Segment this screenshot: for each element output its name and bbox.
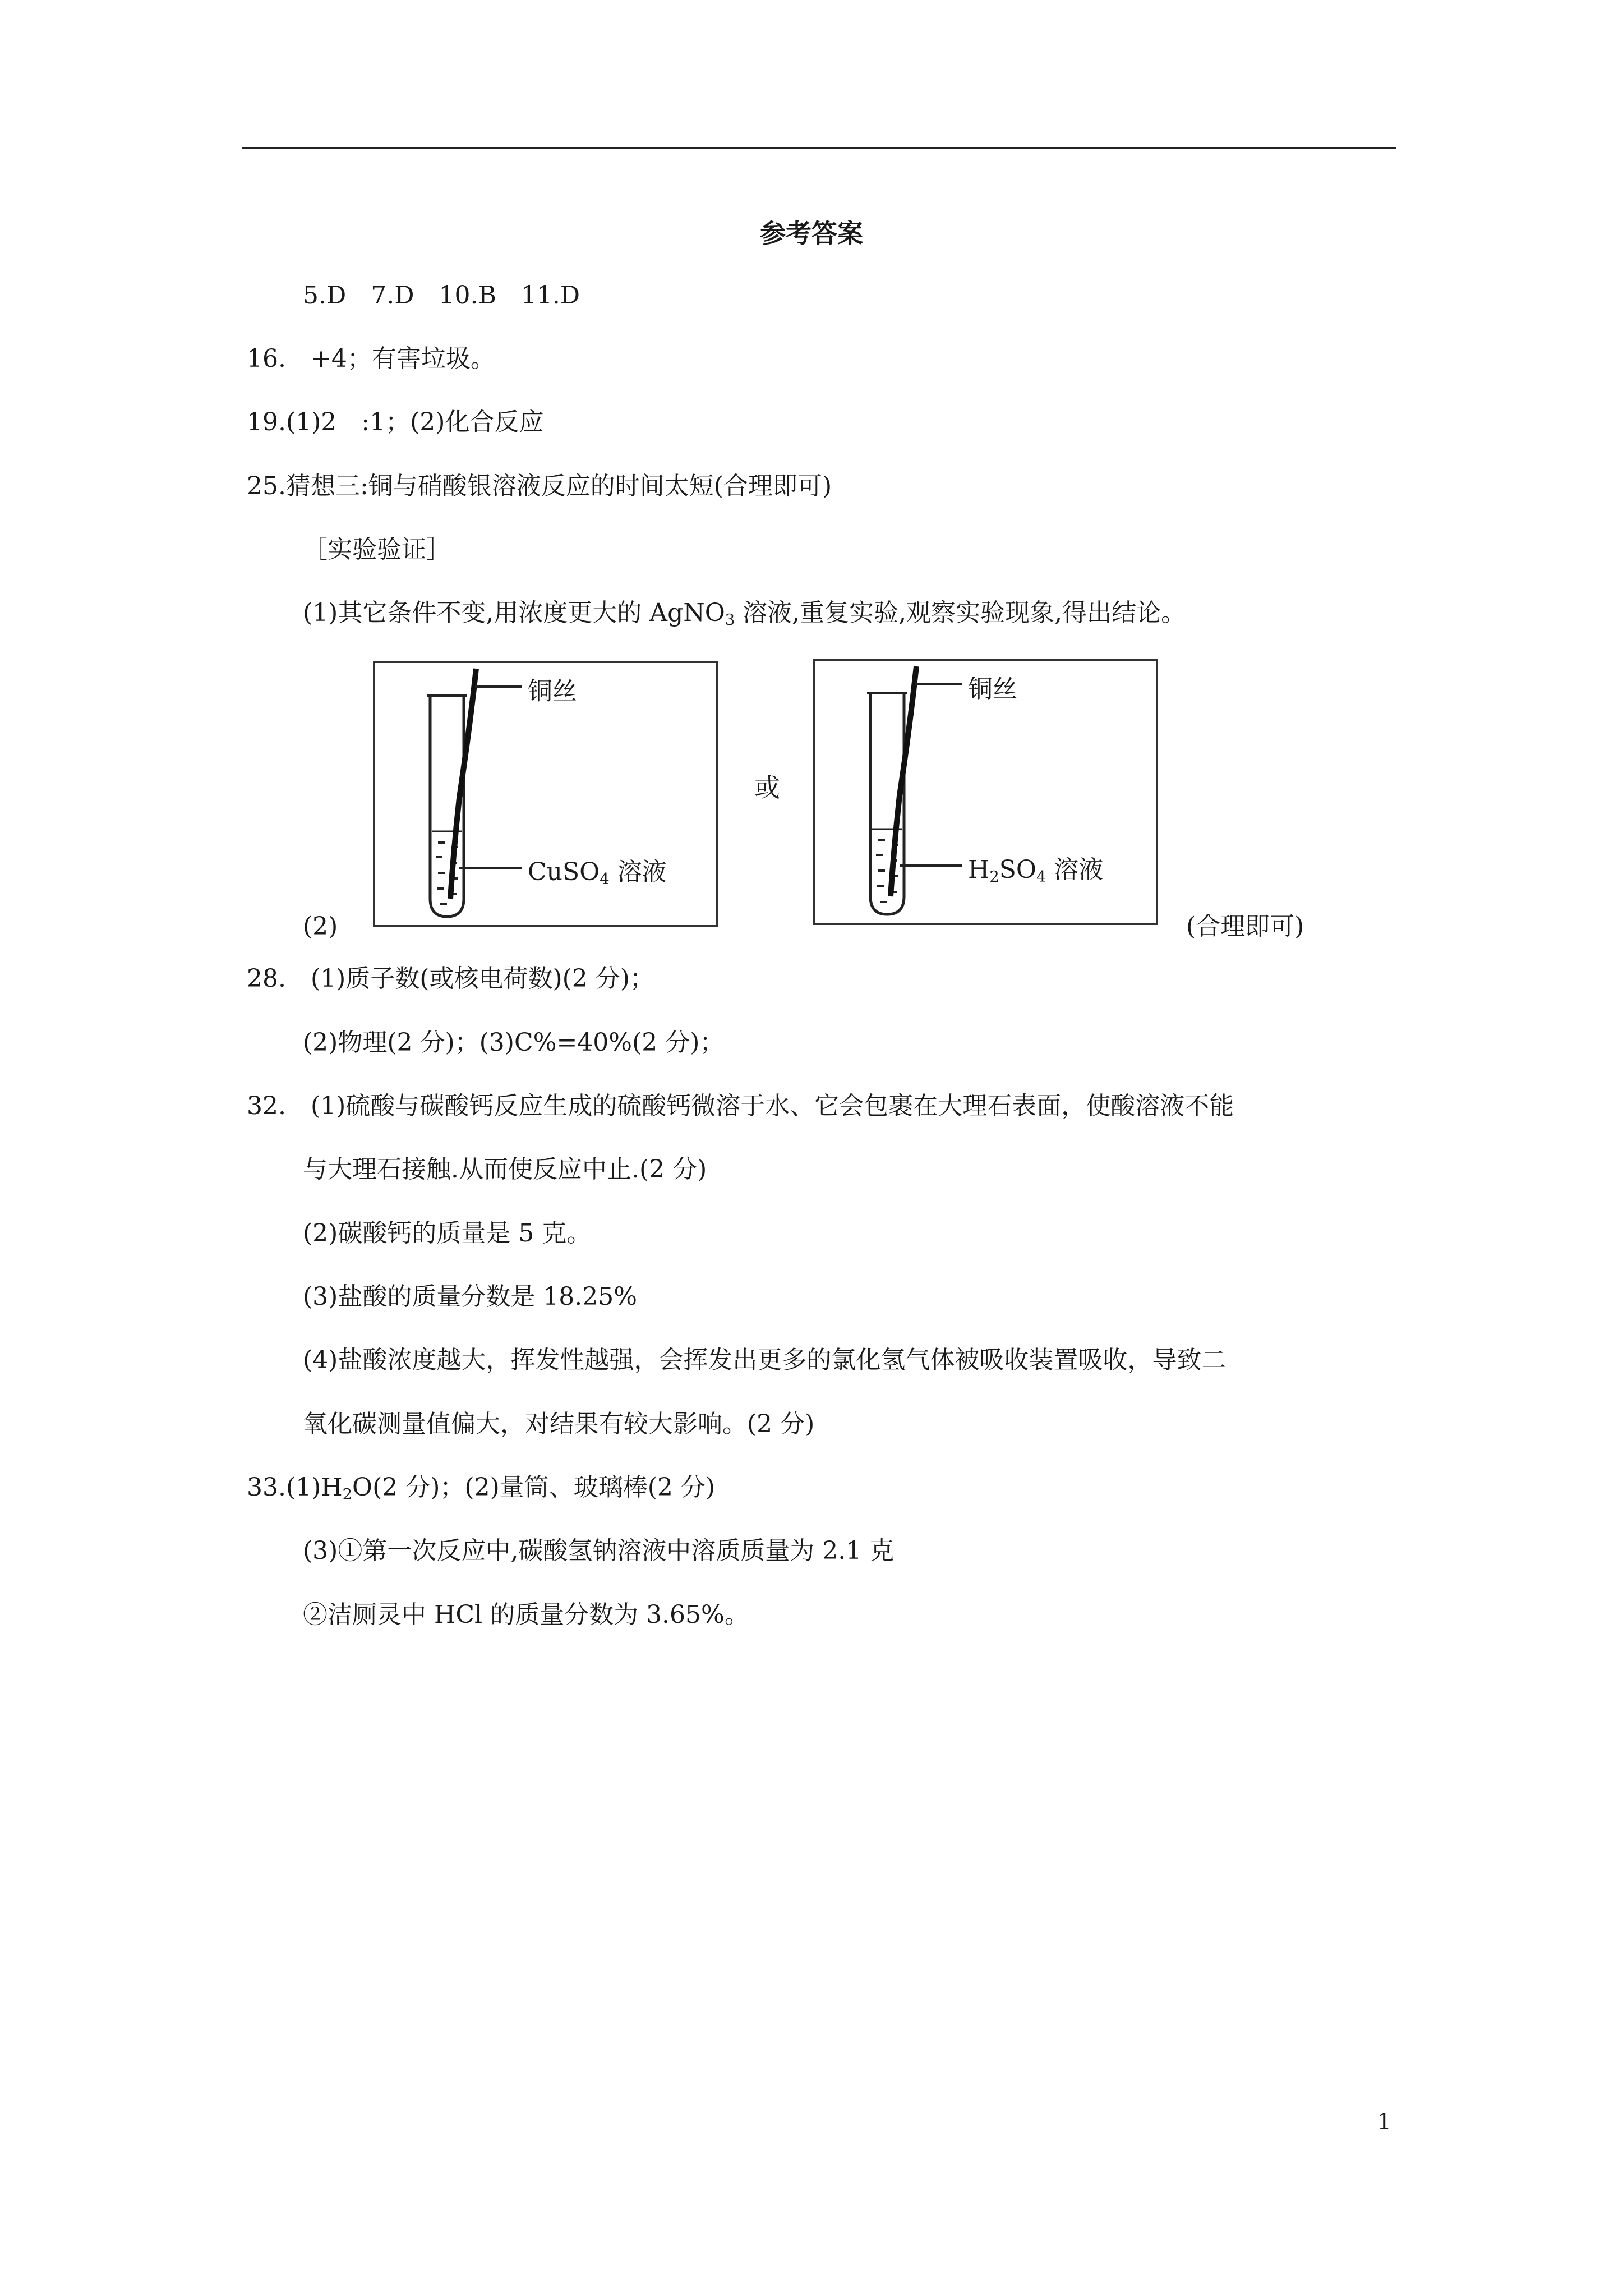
or-label: 或 — [754, 772, 780, 803]
copper-wire-label-left: 铜丝 — [528, 677, 577, 706]
answer-33-line1 — [247, 1473, 716, 1503]
answer-25-part2-label: (2) — [303, 912, 338, 941]
h2so4-subscript-2: 4 — [1036, 868, 1046, 886]
page-number: 1 — [1377, 2109, 1391, 2135]
h2so4-subscript-1: 2 — [989, 868, 999, 886]
section-experiment-verify: ［实验验证］ — [303, 535, 451, 564]
answer-32-line5: (4)盐酸浓度越大，挥发性越强，会挥发出更多的氯化氢气体被吸收装置吸收，导致二 — [303, 1346, 1227, 1374]
part1-text-a: (1)其它条件不变,用浓度更大的 AgNO — [303, 599, 725, 627]
answer-25-line1: 25.猜想三:铜与硝酸银溶液反应的时间太短(合理即可) — [247, 472, 832, 500]
answer-32-line3: (2)碳酸钙的质量是 5 克。 — [303, 1219, 592, 1248]
part1-subscript: 3 — [725, 611, 735, 629]
answer-28-line1: 28. (1)质子数(或核电荷数)(2 分)； — [247, 964, 654, 993]
page-title: 参考答案 — [760, 218, 863, 249]
answer-33-line3: ②洁厕灵中 HCl 的质量分数为 3.65%。 — [303, 1600, 749, 1629]
h2so4-text-a: H — [968, 855, 990, 884]
cuso4-subscript: 4 — [600, 870, 610, 888]
answer-32-line6: 氧化碳测量值偏大，对结果有较大影响。(2 分) — [303, 1410, 815, 1438]
q33-text-a: 33.(1)H — [247, 1473, 343, 1502]
answer-mc: 5.D 7.D 10.B 11.D — [303, 281, 580, 310]
part1-text-b: 溶液,重复实验,观察实验现象,得出结论。 — [735, 599, 1186, 627]
answer-19: 19.(1)2 :1；(2)化合反应 — [247, 408, 544, 436]
figure-cuso4-test-tube — [373, 661, 718, 927]
q33-text-b: O(2 分)；(2)量筒、玻璃棒(2 分) — [352, 1473, 716, 1502]
answer-32-line4: (3)盐酸的质量分数是 18.25% — [303, 1282, 638, 1311]
h2so4-solution-label — [968, 849, 1103, 885]
answer-25-part1 — [303, 599, 1186, 629]
answer-16: 16. +4；有害垃圾。 — [247, 344, 495, 373]
cuso4-solution-label — [528, 852, 667, 887]
h2so4-text-b: SO — [999, 855, 1036, 884]
answer-28-line2: (2)物理(2 分)；(3)C%=40%(2 分)； — [303, 1028, 725, 1057]
header-rule — [242, 147, 1396, 149]
h2so4-text-c: 溶液 — [1046, 855, 1104, 884]
figure-h2so4-test-tube — [813, 659, 1158, 925]
answer-32-line1: 32. (1)硫酸与碳酸钙反应生成的硫酸钙微溶于水、它会包裹在大理石表面，使酸溶液不能 — [247, 1092, 1234, 1120]
reasonable-note: (合理即可) — [1186, 912, 1304, 941]
cuso4-text-b: 溶液 — [609, 858, 667, 886]
q33-subscript: 2 — [342, 1485, 353, 1503]
answer-33-line2: (3)①第一次反应中,碳酸氢钠溶液中溶质质量为 2.1 克 — [303, 1536, 895, 1565]
answer-32-line2: 与大理石接触.从而使反应中止.(2 分) — [303, 1155, 707, 1184]
cuso4-text-a: CuSO — [528, 858, 600, 886]
copper-wire-label-right: 铜丝 — [968, 675, 1017, 703]
